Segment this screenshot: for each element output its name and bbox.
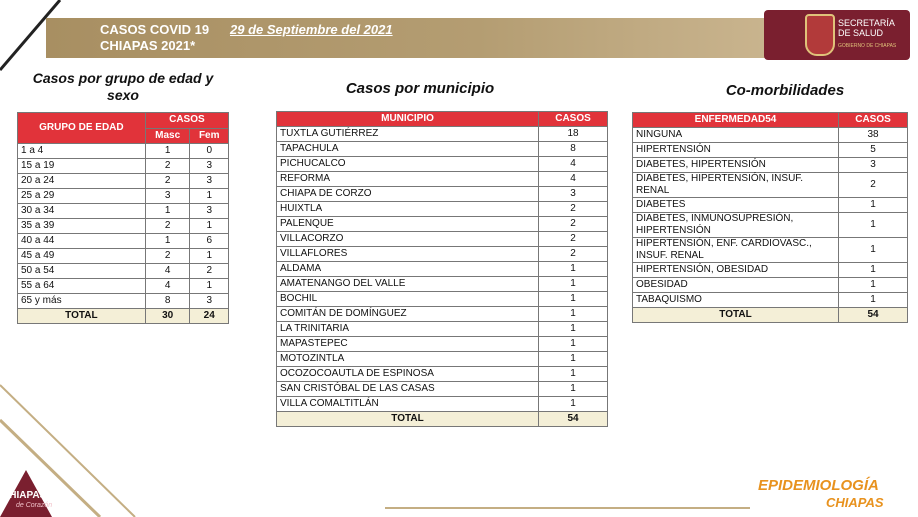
table-row [277,217,608,232]
muni-col-name: MUNICIPIO [277,112,539,127]
table-row [277,232,608,247]
header-title [100,22,209,54]
table-row [18,279,229,294]
age-group-cell: 25 a 29 [18,189,146,204]
comorb-cases-cell: 1 [839,238,908,263]
comorb-name-cell: DIABETES, INMUNOSUPRESIÓN, HIPERTENSIÓN [633,213,839,238]
muni-cases-cell: 1 [539,307,608,322]
muni-col-cases: CASOS [539,112,608,127]
muni-cases-cell: 4 [539,172,608,187]
age-fem-cell: 3 [190,159,229,174]
muni-name-cell: PALENQUE [277,217,539,232]
comorb-section-title: Co-morbilidades [725,82,845,99]
muni-name-cell: COMITÁN DE DOMÍNGUEZ [277,307,539,322]
age-group-cell: 1 a 4 [18,144,146,159]
comorb-name-cell: DIABETES, HIPERTENSIÓN, INSUF. RENAL [633,173,839,198]
age-group-cell: 55 a 64 [18,279,146,294]
chiapas-logo-subtext: de Corazón [16,502,53,509]
age-group-cell: 65 y más [18,294,146,309]
table-row [277,127,608,142]
muni-cases-cell: 1 [539,277,608,292]
table-row [633,143,908,158]
table-row [633,293,908,308]
header-title-line2: CHIAPAS 2021* [100,38,196,53]
table-row [633,173,908,198]
table-row [18,174,229,189]
comorb-table [632,112,908,323]
table-row [633,213,908,238]
age-fem-cell: 2 [190,264,229,279]
table-row [277,157,608,172]
table-row [633,263,908,278]
age-fem-cell: 6 [190,234,229,249]
muni-cases-cell: 1 [539,397,608,412]
table-row [277,337,608,352]
header-date: 29 de Septiembre del 2021 [230,22,393,37]
muni-section-title: Casos por municipio [345,80,495,97]
muni-name-cell: MOTOZINTLA [277,352,539,367]
age-total-label: TOTAL [18,309,146,324]
table-row [633,198,908,213]
muni-table [276,111,608,427]
muni-cases-cell: 2 [539,232,608,247]
age-masc-cell: 4 [145,279,190,294]
muni-name-cell: BOCHIL [277,292,539,307]
table-row [18,249,229,264]
table-row [18,294,229,309]
table-row [633,238,908,263]
logo-line1: SECRETARÍA [838,18,895,28]
age-group-cell: 30 a 34 [18,204,146,219]
muni-cases-cell: 1 [539,352,608,367]
age-col-masc: Masc [145,128,190,144]
comorb-name-cell: NINGUNA [633,128,839,143]
age-total-fem: 24 [190,309,229,324]
muni-cases-cell: 2 [539,217,608,232]
table-row [277,202,608,217]
age-total-masc: 30 [145,309,190,324]
muni-cases-cell: 1 [539,292,608,307]
age-fem-cell: 3 [190,294,229,309]
age-group-cell: 20 a 24 [18,174,146,189]
table-row [277,397,608,412]
comorb-name-cell: HIPERTENSIÓN, OBESIDAD [633,263,839,278]
age-masc-cell: 2 [145,249,190,264]
age-fem-cell: 1 [190,249,229,264]
age-fem-cell: 1 [190,189,229,204]
muni-name-cell: AMATENANGO DEL VALLE [277,277,539,292]
muni-name-cell: LA TRINITARIA [277,322,539,337]
table-row [277,262,608,277]
epidemiologia-brand: EPIDEMIOLOGÍA [758,477,879,494]
muni-cases-cell: 2 [539,247,608,262]
muni-name-cell: TAPACHULA [277,142,539,157]
table-row [277,142,608,157]
chiapas-logo-text: CHIAPAS [2,490,47,501]
muni-name-cell: CHIAPA DE CORZO [277,187,539,202]
table-row [18,204,229,219]
comorb-cases-cell: 2 [839,173,908,198]
age-masc-cell: 1 [145,144,190,159]
age-table [17,112,229,324]
header-title-line1: CASOS COVID 19 [100,22,210,37]
comorb-name-cell: HIPERTENSIÓN, ENF. CARDIOVASC., INSUF. RENAL [633,238,839,263]
table-row [277,247,608,262]
muni-cases-cell: 1 [539,262,608,277]
table-row [18,264,229,279]
comorb-cases-cell: 5 [839,143,908,158]
muni-name-cell: REFORMA [277,172,539,187]
table-row [277,292,608,307]
muni-name-cell: MAPASTEPEC [277,337,539,352]
age-masc-cell: 1 [145,234,190,249]
table-row [277,307,608,322]
shield-icon [805,14,835,56]
muni-name-cell: OCOZOCOAUTLA DE ESPINOSA [277,367,539,382]
comorb-name-cell: OBESIDAD [633,278,839,293]
table-row [18,144,229,159]
table-row [277,172,608,187]
age-fem-cell: 3 [190,174,229,189]
comorb-total-value: 54 [839,308,908,323]
muni-cases-cell: 1 [539,382,608,397]
muni-cases-cell: 8 [539,142,608,157]
muni-total-value: 54 [539,412,608,427]
age-fem-cell: 1 [190,219,229,234]
table-row [18,159,229,174]
age-group-cell: 40 a 44 [18,234,146,249]
age-col-cases: CASOS [145,113,228,129]
age-group-cell: 45 a 49 [18,249,146,264]
table-row [277,382,608,397]
age-masc-cell: 8 [145,294,190,309]
table-row [633,158,908,173]
age-col-group: GRUPO DE EDAD [18,113,146,144]
muni-cases-cell: 1 [539,337,608,352]
muni-name-cell: HUIXTLA [277,202,539,217]
age-group-cell: 15 a 19 [18,159,146,174]
age-group-cell: 50 a 54 [18,264,146,279]
age-masc-cell: 3 [145,189,190,204]
muni-name-cell: VILLA COMALTITLÁN [277,397,539,412]
table-row [633,128,908,143]
table-row [277,187,608,202]
logo-line2: DE SALUD [838,28,884,38]
comorb-name-cell: DIABETES [633,198,839,213]
age-section-title: Casos por grupo de edad y sexo [32,70,214,103]
muni-cases-cell: 2 [539,202,608,217]
comorb-cases-cell: 38 [839,128,908,143]
age-masc-cell: 2 [145,174,190,189]
table-row [277,277,608,292]
table-row [277,367,608,382]
muni-total-label: TOTAL [277,412,539,427]
comorb-cases-cell: 1 [839,278,908,293]
muni-cases-cell: 18 [539,127,608,142]
comorb-cases-cell: 1 [839,213,908,238]
comorb-cases-cell: 1 [839,198,908,213]
age-masc-cell: 4 [145,264,190,279]
muni-cases-cell: 4 [539,157,608,172]
table-row [277,352,608,367]
comorb-name-cell: TABAQUISMO [633,293,839,308]
age-masc-cell: 1 [145,204,190,219]
age-masc-cell: 2 [145,219,190,234]
age-fem-cell: 1 [190,279,229,294]
muni-name-cell: SAN CRISTÓBAL DE LAS CASAS [277,382,539,397]
age-fem-cell: 3 [190,204,229,219]
comorb-total-label: TOTAL [633,308,839,323]
muni-name-cell: TUXTLA GUTIÉRREZ [277,127,539,142]
logo-subtext: GOBIERNO DE CHIAPAS [838,43,897,49]
comorb-cases-cell: 1 [839,263,908,278]
muni-cases-cell: 3 [539,187,608,202]
comorb-cases-cell: 3 [839,158,908,173]
table-row [633,278,908,293]
muni-name-cell: ALDAMA [277,262,539,277]
table-row [18,219,229,234]
comorb-col-cases: CASOS [839,113,908,128]
epidemiologia-brand-sub: CHIAPAS [826,495,884,510]
muni-name-cell: VILLACORZO [277,232,539,247]
age-fem-cell: 0 [190,144,229,159]
muni-cases-cell: 1 [539,367,608,382]
comorb-cases-cell: 1 [839,293,908,308]
comorb-col-name: ENFERMEDAD54 [633,113,839,128]
age-masc-cell: 2 [145,159,190,174]
comorb-name-cell: HIPERTENSIÓN [633,143,839,158]
comorb-name-cell: DIABETES, HIPERTENSIÓN [633,158,839,173]
table-row [277,322,608,337]
table-row [18,189,229,204]
age-group-cell: 35 a 39 [18,219,146,234]
age-col-fem: Fem [190,128,229,144]
muni-name-cell: VILLAFLORES [277,247,539,262]
logo-text [838,18,895,38]
muni-name-cell: PICHUCALCO [277,157,539,172]
table-row [18,234,229,249]
muni-cases-cell: 1 [539,322,608,337]
